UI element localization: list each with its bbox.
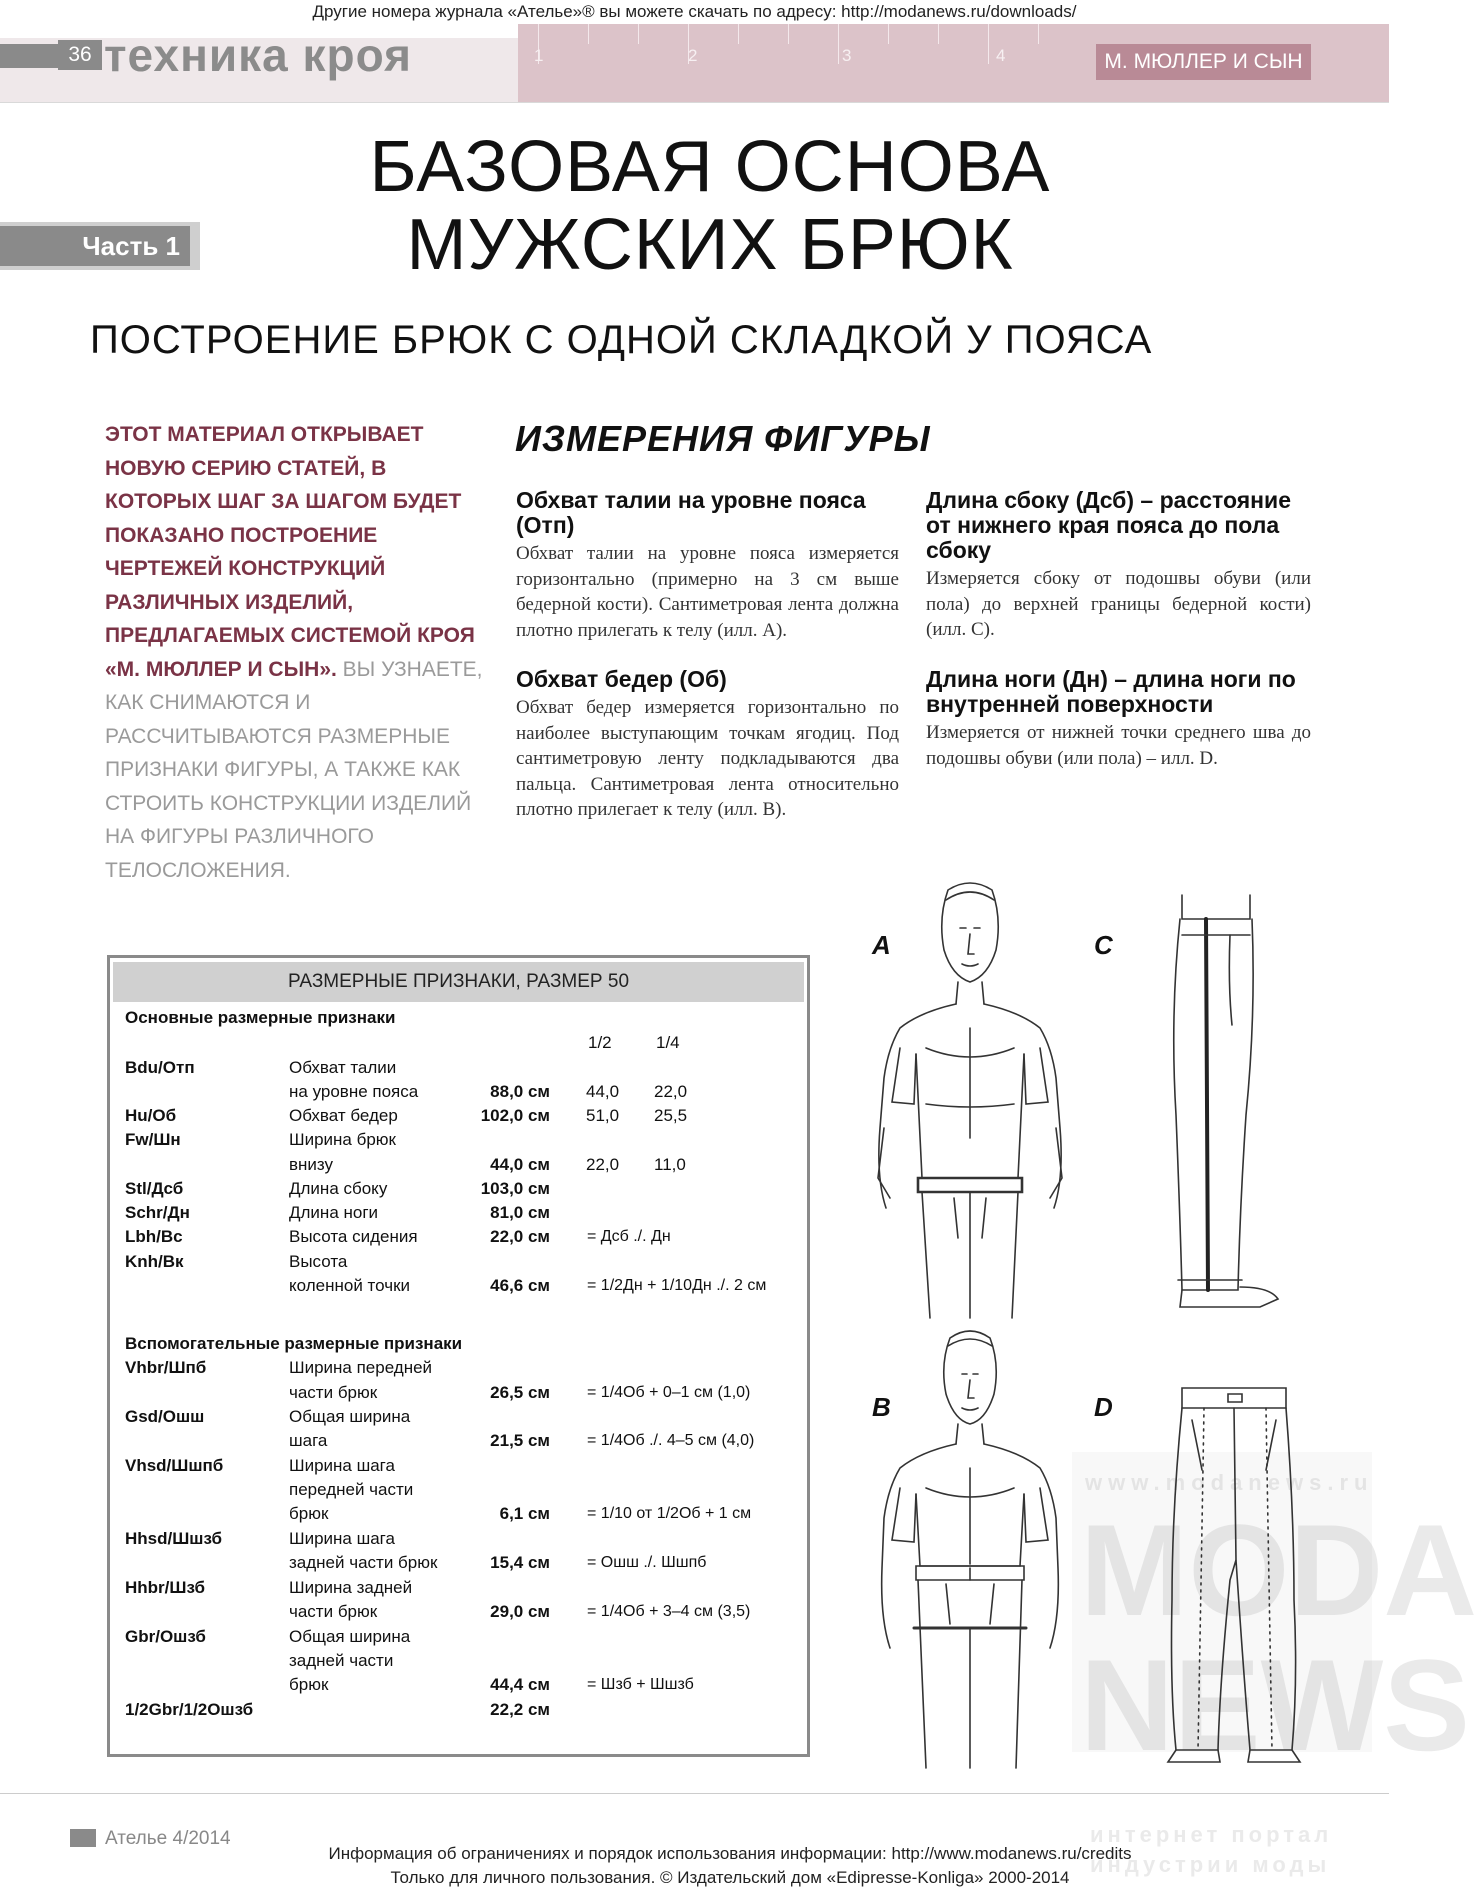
header-grey-bar bbox=[0, 44, 60, 68]
row-name: Обхват бедер bbox=[289, 1106, 398, 1125]
row-name: внизу bbox=[289, 1155, 334, 1174]
row-value: 44,4 см bbox=[490, 1675, 550, 1694]
row-formula: = 1/4Об ./. 4–5 см (4,0) bbox=[587, 1432, 755, 1449]
row-name: задней части брюк bbox=[289, 1553, 438, 1572]
row-formula: = Дсб ./. Дн bbox=[587, 1228, 671, 1245]
row-formula: = 1/4Об + 0–1 см (1,0) bbox=[587, 1384, 751, 1401]
illustration-a-figure bbox=[870, 878, 1070, 1318]
measurement-text: Обхват талии на уровне пояса измеряется горизонтально (примерно на 3 см выше бедерной кости). Сантиметровая лента должна плотно прилегать к телу (илл. А). bbox=[516, 543, 899, 641]
illustration-label-a: A bbox=[872, 930, 891, 960]
intro-body: ВЫ УЗНАЕТЕ, КАК СНИМАЮТСЯ И РАССЧИТЫВАЮТСЯ РАЗМЕРНЫЕ ПРИЗНАКИ ФИГУРЫ, А ТАКЖЕ КАК СТРОИТЬ КОНСТРУКЦИИ ИЗДЕЛИЙ НА ФИГУРЫ РАЗЛИЧНОГО ТЕЛОСЛОЖЕНИЯ. bbox=[105, 657, 483, 882]
brand-label: М. МЮЛЛЕР И СЫН bbox=[1096, 44, 1311, 80]
measurement-heading: Обхват бедер (Об) bbox=[516, 666, 727, 692]
row-name: Ширина задней bbox=[289, 1578, 413, 1597]
row-half: 51,0 bbox=[586, 1106, 620, 1125]
row-code: Hu/Об bbox=[125, 1106, 177, 1125]
aux-section-title: Вспомогательные размерные признаки bbox=[125, 1334, 463, 1353]
row-name: брюк bbox=[289, 1675, 329, 1694]
title-line-2: МУЖСКИХ БРЮК bbox=[406, 205, 1014, 285]
watermark-moda: MODA bbox=[1080, 1497, 1477, 1643]
row-code: 1/2Gbr/1/2Ошзб bbox=[125, 1700, 254, 1719]
row-name: шага bbox=[289, 1431, 328, 1450]
row-name: Обхват талии bbox=[289, 1058, 397, 1077]
measurement-leg-length bbox=[926, 667, 1311, 771]
row-formula: = 1/2Дн + 1/10Дн ./. 2 см bbox=[587, 1277, 767, 1294]
header-divider bbox=[0, 102, 1389, 103]
article-subtitle: ПОСТРОЕНИЕ БРЮК С ОДНОЙ СКЛАДКОЙ У ПОЯСА bbox=[90, 318, 1153, 362]
footer-info bbox=[230, 1842, 1230, 1890]
illustration-d-figure bbox=[1158, 1380, 1308, 1765]
row-name: передней части bbox=[289, 1480, 414, 1499]
illustration-label-c: C bbox=[1094, 930, 1113, 960]
illustration-label-d: D bbox=[1094, 1392, 1113, 1422]
row-value: 88,0 см bbox=[490, 1082, 550, 1101]
col-quarter-header: 1/4 bbox=[656, 1033, 680, 1052]
row-code: Schr/Дн bbox=[125, 1203, 190, 1222]
watermark-url: www.modanews.ru bbox=[1085, 1470, 1374, 1495]
measurements-title: ИЗМЕРЕНИЯ ФИГУРЫ bbox=[515, 418, 931, 459]
row-name: части брюк bbox=[289, 1602, 378, 1621]
row-code: Lbh/Вс bbox=[125, 1227, 183, 1246]
row-value: 22,0 см bbox=[490, 1227, 550, 1246]
size-table-header: РАЗМЕРНЫЕ ПРИЗНАКИ, РАЗМЕР 50 bbox=[113, 962, 804, 1002]
top-download-note: Другие номера журнала «Ателье»® вы можете скачать по адресу: http://modanews.ru/downloads/ bbox=[312, 2, 1077, 21]
row-name: Длина сбоку bbox=[289, 1179, 388, 1198]
title-line-1: БАЗОВАЯ ОСНОВА bbox=[369, 127, 1051, 207]
row-value: 22,2 см bbox=[490, 1700, 550, 1719]
row-name: Ширина шага bbox=[289, 1529, 395, 1548]
row-value: 44,0 см bbox=[490, 1155, 550, 1174]
measurement-text: Обхват бедер измеряется горизонтально по наиболее выступающим точкам ягодиц. Под сантиметровую ленту подкладываются два пальца. Сантиметровая лента относительно плотно прилегает к телу (илл. В). bbox=[516, 697, 899, 820]
illustration-c-figure bbox=[1160, 895, 1300, 1315]
row-quarter: 11,0 bbox=[654, 1155, 686, 1174]
measurement-side-length bbox=[926, 488, 1311, 643]
page-number: 36 bbox=[58, 40, 102, 70]
row-quarter: 25,5 bbox=[654, 1106, 688, 1125]
row-name: Ширина брюк bbox=[289, 1130, 396, 1149]
row-code: Knh/Вк bbox=[125, 1252, 184, 1271]
row-name: Общая ширина bbox=[289, 1407, 411, 1426]
row-name: брюк bbox=[289, 1504, 329, 1523]
row-name: Общая ширина bbox=[289, 1627, 411, 1646]
row-value: 81,0 см bbox=[490, 1203, 550, 1222]
row-value: 26,5 см bbox=[490, 1383, 550, 1402]
row-half: 44,0 bbox=[586, 1082, 620, 1101]
section-title: техника кроя bbox=[104, 29, 412, 81]
ruler-number: 3 bbox=[842, 46, 852, 65]
intro-lead-cont: В КОТОРЫХ ШАГ ЗА ШАГОМ БУДЕТ ПОКАЗАНО ПОСТРОЕНИЕ ЧЕРТЕЖЕЙ КОНСТРУКЦИЙ РАЗЛИЧНЫХ ИЗДЕЛИЙ, ПРЕДЛАГАЕМЫХ СИСТЕМОЙ КРОЯ «М. МЮЛЛЕР И СЫН». bbox=[105, 456, 475, 681]
col-half-header: 1/2 bbox=[588, 1033, 612, 1052]
row-quarter: 22,0 bbox=[654, 1082, 688, 1101]
watermark-industry: индустрии моды bbox=[1090, 1852, 1331, 1877]
part-label: Часть 1 bbox=[0, 226, 190, 266]
footer-magazine-issue: Ателье 4/2014 bbox=[105, 1828, 231, 1849]
row-formula: = 1/4Об + 3–4 см (3,5) bbox=[587, 1603, 751, 1620]
illustration-label-b: B bbox=[872, 1392, 891, 1422]
row-code: Stl/Дсб bbox=[125, 1179, 184, 1198]
ruler-number: 4 bbox=[996, 46, 1006, 65]
row-name: части брюк bbox=[289, 1383, 378, 1402]
row-formula: = Шзб + Шшзб bbox=[587, 1676, 694, 1693]
footer-info-line-1: Информация об ограничениях и порядок использования информации: http://www.modanews.ru/credits bbox=[328, 1844, 1132, 1863]
row-value: 103,0 см bbox=[480, 1179, 550, 1198]
row-name: Ширина шага bbox=[289, 1456, 395, 1475]
measurement-hips bbox=[516, 667, 899, 823]
measurement-waist bbox=[516, 488, 899, 643]
sewing-machine-icon bbox=[70, 1829, 96, 1847]
measurement-heading: Длина сбоку (Дсб) – расстояние от нижнего края пояса до пола сбоку bbox=[926, 487, 1291, 563]
row-code: Vhbr/Шпб bbox=[125, 1358, 207, 1377]
row-name: Высота сидения bbox=[289, 1227, 418, 1246]
row-code: Hhbr/Шзб bbox=[125, 1578, 205, 1597]
ruler-number: 2 bbox=[688, 46, 698, 65]
row-name: Ширина передней bbox=[289, 1358, 433, 1377]
basic-section-title: Основные размерные признаки bbox=[125, 1008, 396, 1027]
footer-info-line-2: Только для личного пользования. © Издательский дом «Edipresse-Konliga» 2000-2014 bbox=[390, 1868, 1070, 1887]
intro-lead: ЭТОТ МАТЕРИАЛ ОТКРЫВАЕТ НОВУЮ СЕРИЮ СТАТЕЙ, bbox=[105, 423, 424, 480]
row-name: Высота bbox=[289, 1252, 348, 1271]
footer-divider bbox=[0, 1793, 1389, 1794]
row-code: Gbr/Ошзб bbox=[125, 1627, 206, 1646]
measurement-text: Измеряется сбоку от подошвы обуви (или пола) до верхней границы бедерной кости) (илл. С). bbox=[926, 568, 1311, 640]
ruler-number: 1 bbox=[534, 46, 544, 65]
row-value: 29,0 см bbox=[490, 1602, 550, 1621]
watermark-portal: интернет портал bbox=[1090, 1822, 1333, 1847]
row-code: Fw/Шн bbox=[125, 1130, 181, 1149]
row-code: Hhsd/Шшзб bbox=[125, 1529, 223, 1548]
row-half: 22,0 bbox=[586, 1155, 620, 1174]
intro-paragraph bbox=[105, 418, 495, 887]
row-formula: = Ошш ./. Шшпб bbox=[587, 1554, 707, 1571]
row-name: на уровне пояса bbox=[289, 1082, 419, 1101]
illustration-b-figure bbox=[870, 1328, 1070, 1768]
row-value: 21,5 см bbox=[490, 1431, 550, 1450]
row-name: Длина ноги bbox=[289, 1203, 379, 1222]
row-name: задней части bbox=[289, 1651, 394, 1670]
measurement-heading: Обхват талии на уровне пояса (Отп) bbox=[516, 487, 866, 538]
row-name: коленной точки bbox=[289, 1276, 411, 1295]
row-value: 6,1 см bbox=[499, 1504, 550, 1523]
row-code: Bdu/Отп bbox=[125, 1058, 195, 1077]
row-code: Vhsd/Шшпб bbox=[125, 1456, 224, 1475]
measurement-heading: Длина ноги (Дн) – длина ноги по внутренней поверхности bbox=[926, 666, 1296, 717]
row-formula: = 1/10 от 1/2Об + 1 см bbox=[587, 1505, 752, 1522]
measurement-text: Измеряется от нижней точки среднего шва до подошвы обуви (или пола) – илл. D. bbox=[926, 722, 1311, 769]
watermark-news: NEWS bbox=[1080, 1632, 1470, 1778]
row-value: 102,0 см bbox=[480, 1106, 550, 1125]
row-value: 46,6 см bbox=[490, 1276, 550, 1295]
row-value: 15,4 см bbox=[490, 1553, 550, 1572]
article-title bbox=[230, 128, 1190, 284]
row-code: Gsd/Ошш bbox=[125, 1407, 205, 1426]
